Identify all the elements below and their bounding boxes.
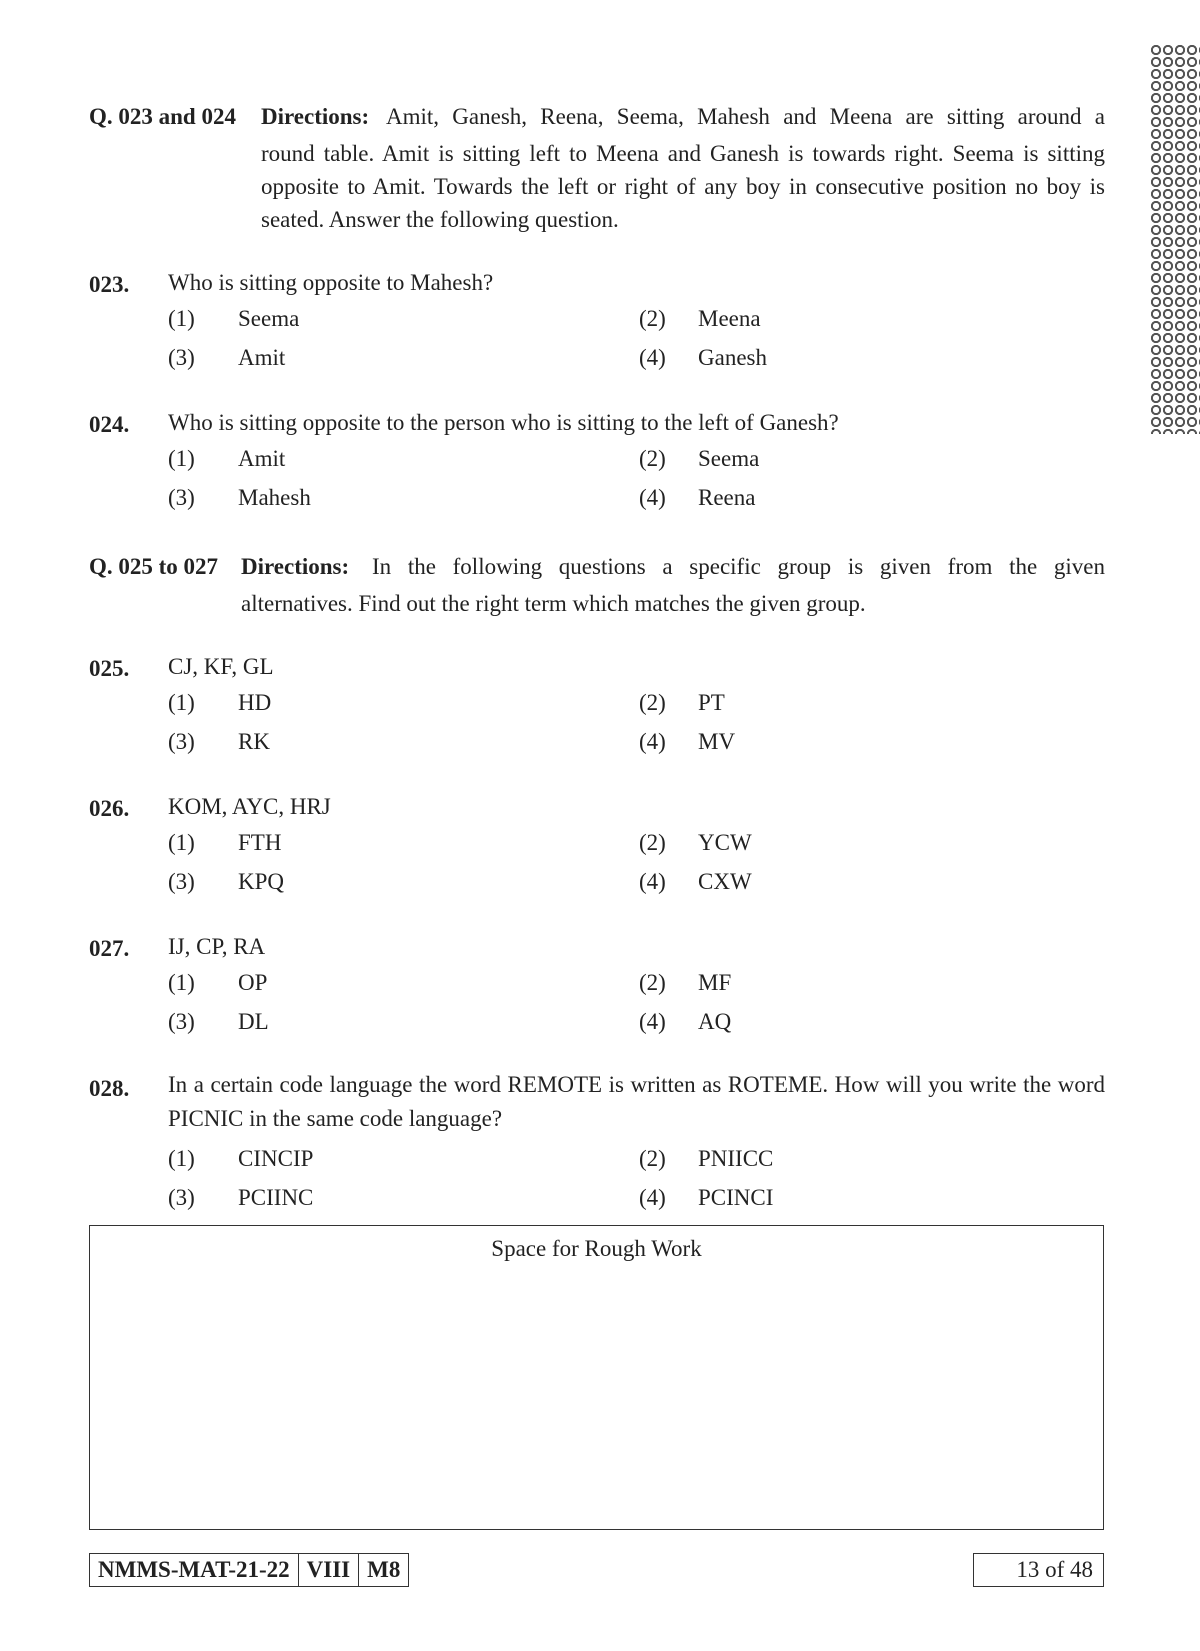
directions-heading-2 (89, 554, 218, 580)
rough-work-title: Space for Rough Work (491, 1236, 702, 1261)
option-number: (2) (639, 1146, 666, 1171)
option-number: (1) (168, 830, 195, 855)
directions-label-2: Directions: (241, 554, 350, 579)
option-text: FTH (238, 830, 282, 855)
option-text: Amit (238, 345, 286, 370)
footer-paper-code (89, 1553, 409, 1587)
directions-text-2-first: In the following questions a specific group is given from the given (372, 554, 1105, 579)
footer-set: M8 (367, 1557, 401, 1582)
option-text: MV (698, 729, 736, 754)
option-text: PCINCI (698, 1185, 774, 1210)
option-text: Seema (238, 306, 300, 331)
option-number: (2) (639, 830, 666, 855)
directions-text-1: round table. Amit is sitting left to Meena and Ganesh is towards right. Seema is sitting opposite to Amit. Towards the left or right of any boy in consecutive position no boy is seated. Answer the following question. (261, 141, 1105, 232)
question-number-028: 028. (89, 1076, 130, 1101)
rough-work-area (89, 1225, 1104, 1530)
option-number: (1) (168, 446, 195, 471)
option-number: (4) (639, 1009, 666, 1034)
option-text: PCIINC (238, 1185, 314, 1210)
option-text: PNIICC (698, 1146, 774, 1171)
footer-exam-code: NMMS-MAT-21-22 (90, 1554, 299, 1586)
option-number: (2) (639, 446, 666, 471)
option-text: YCW (698, 830, 752, 855)
question-text-028: In a certain code language the word REMOTE is written as ROTEME. How will you write the word PICNIC in the same code language? (168, 1072, 1105, 1131)
option-text: OP (238, 970, 268, 995)
directions-range-2: Q. 025 to 027 (89, 554, 219, 579)
directions-label-1: Directions: (261, 104, 370, 129)
option-text: HD (238, 690, 272, 715)
option-text: MF (698, 970, 732, 995)
option-number: (4) (639, 1185, 666, 1210)
directions-range-1: Q. 023 and 024 (89, 104, 236, 129)
page-number: 13 of 48 (973, 1553, 1104, 1587)
option-text: Seema (698, 446, 760, 471)
footer-class: VIII (299, 1554, 359, 1586)
option-number: (3) (168, 1009, 195, 1034)
option-text: AQ (698, 1009, 732, 1034)
option-text: Reena (698, 485, 756, 510)
option-text: CINCIP (238, 1146, 314, 1171)
option-text: KPQ (238, 869, 285, 894)
option-number: (3) (168, 485, 195, 510)
option-text: Amit (238, 446, 286, 471)
question-number-024: 024. (89, 412, 130, 437)
directions-text-1-first: Amit, Ganesh, Reena, Seema, Mahesh and Meena are sitting around a (386, 104, 1105, 129)
decorative-border-pattern (1150, 44, 1200, 434)
option-number: (1) (168, 1146, 195, 1171)
option-number: (3) (168, 1185, 195, 1210)
question-text-024: Who is sitting opposite to the person who is sitting to the left of Ganesh? (168, 410, 839, 435)
option-number: (4) (639, 345, 666, 370)
directions-text-2: alternatives. Find out the right term which matches the given group. (241, 591, 866, 616)
option-text: Ganesh (698, 345, 767, 370)
option-number: (1) (168, 306, 195, 331)
option-text: RK (238, 729, 270, 754)
option-number: (2) (639, 690, 666, 715)
option-text: DL (238, 1009, 269, 1034)
option-text: CXW (698, 869, 752, 894)
option-number: (4) (639, 869, 666, 894)
option-number: (1) (168, 690, 195, 715)
option-number: (1) (168, 970, 195, 995)
question-text-025: CJ, KF, GL (168, 654, 274, 679)
option-number: (3) (168, 869, 195, 894)
directions-heading-1 (89, 104, 236, 130)
option-text: Meena (698, 306, 761, 331)
option-number: (2) (639, 306, 666, 331)
question-number-026: 026. (89, 796, 130, 821)
option-number: (2) (639, 970, 666, 995)
option-text: Mahesh (238, 485, 311, 510)
question-number-027: 027. (89, 936, 130, 961)
option-number: (4) (639, 485, 666, 510)
option-number: (3) (168, 729, 195, 754)
question-text-026: KOM, AYC, HRJ (168, 794, 331, 819)
option-number: (4) (639, 729, 666, 754)
option-text: PT (698, 690, 725, 715)
question-number-025: 025. (89, 656, 130, 681)
question-text-023: Who is sitting opposite to Mahesh? (168, 270, 494, 295)
question-text-027: IJ, CP, RA (168, 934, 266, 959)
question-number-023: 023. (89, 272, 130, 297)
option-number: (3) (168, 345, 195, 370)
